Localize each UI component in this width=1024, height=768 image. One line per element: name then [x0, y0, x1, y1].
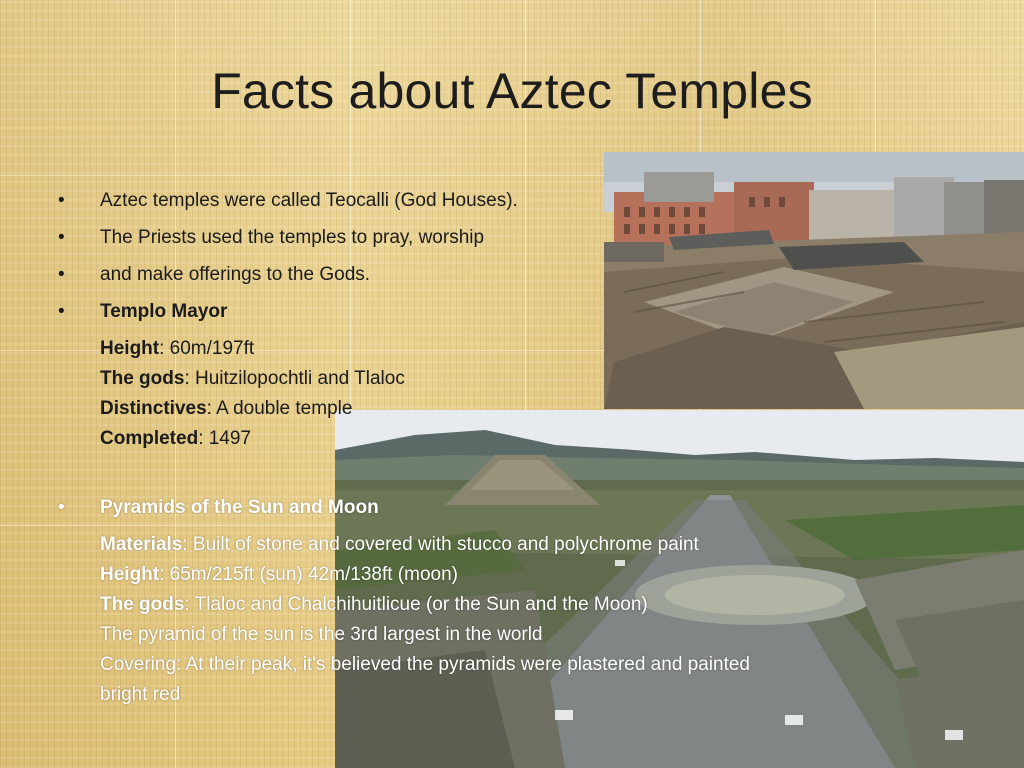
bullet-glyph: •: [58, 264, 65, 285]
templo-mayor-heading: Templo Mayor: [100, 301, 228, 322]
bullet-glyph: •: [58, 227, 65, 248]
templo-mayor-distinctives: Distinctives: A double temple: [100, 398, 353, 419]
templo-mayor-height: Height: 60m/197ft: [100, 338, 255, 359]
bullet-glyph: •: [58, 301, 65, 322]
intro-bullet-1: Aztec temples were called Teocalli (God Houses).: [100, 190, 518, 211]
bullet-glyph: •: [58, 497, 65, 518]
bullet-glyph: •: [58, 190, 65, 211]
pyramids-height: Height: 65m/215ft (sun) 42m/138ft (moon): [100, 564, 458, 585]
pyramids-fact: The pyramid of the sun is the 3rd largest in the world: [100, 624, 543, 645]
intro-bullet-3: and make offerings to the Gods.: [100, 264, 371, 285]
intro-bullet-2: The Priests used the temples to pray, worship: [100, 227, 485, 248]
pyramids-heading: Pyramids of the Sun and Moon: [100, 497, 379, 518]
pyramids-covering-2: bright red: [100, 684, 181, 705]
pyramids-covering-1: Covering: At their peak, it's believed the pyramids were plastered and painted: [100, 654, 750, 675]
templo-mayor-completed: Completed: 1497: [100, 428, 252, 449]
pyramids-materials: Materials: Built of stone and covered with stucco and polychrome paint: [100, 534, 699, 555]
slide-title: Facts about Aztec Temples: [211, 63, 813, 119]
templo-mayor-gods: The gods: Huitzilopochtli and Tlaloc: [100, 368, 405, 389]
pyramids-gods: The gods: Tlaloc and Chalchihuitlicue (or the Sun and the Moon): [100, 594, 648, 615]
